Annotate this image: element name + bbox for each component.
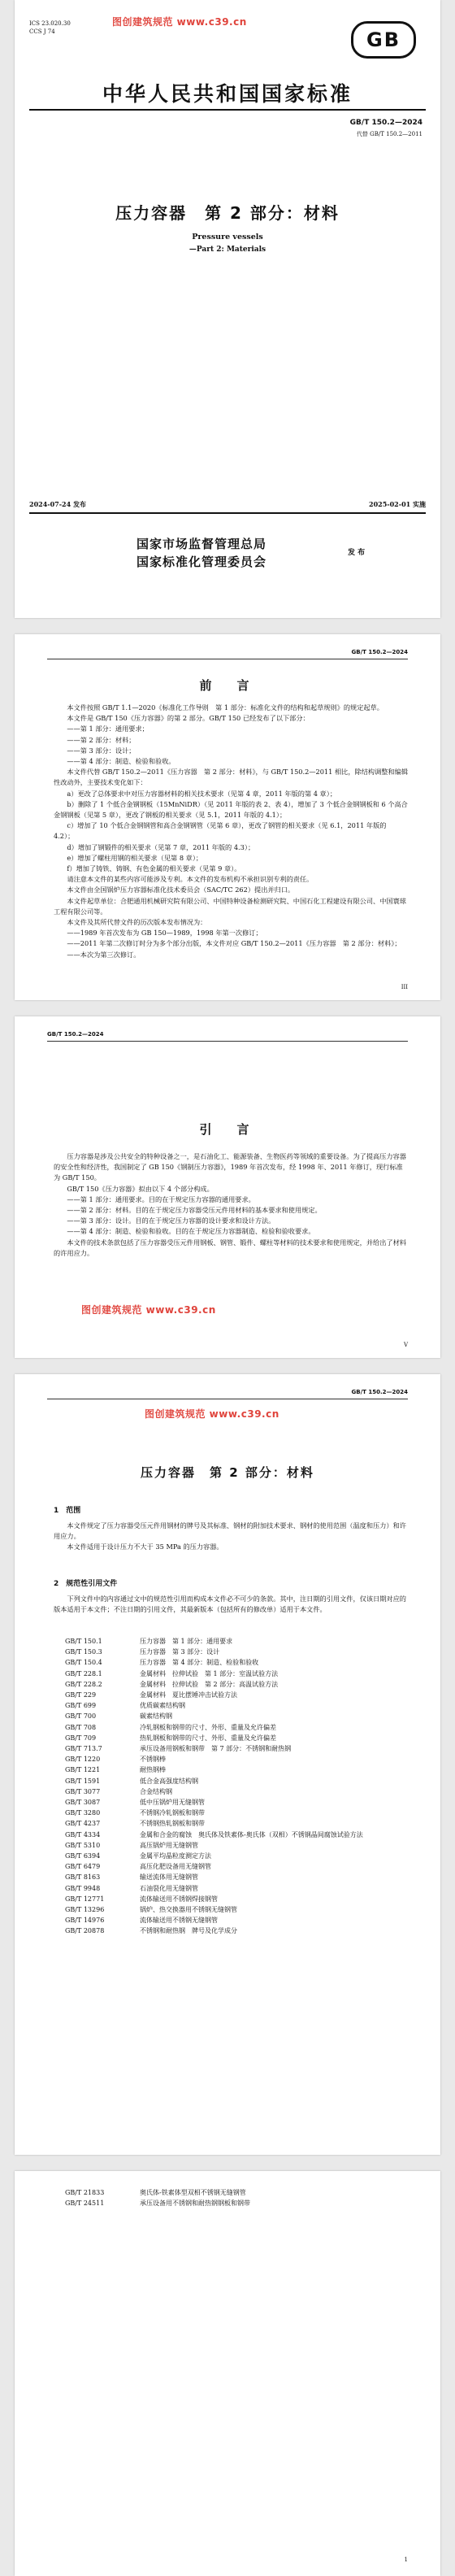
page-header: GB/T 150.2—2024 bbox=[47, 1031, 104, 1038]
reference-item bbox=[65, 1700, 408, 1711]
publisher-suffix: 发 布 bbox=[348, 549, 366, 557]
reference-item bbox=[65, 1647, 408, 1657]
scope-text bbox=[54, 1521, 408, 1553]
intro-paragraph: ——第 4 部分：制造、检验和验收。目的在于规定压力容器制造、检验和验收要求。 bbox=[67, 1227, 315, 1236]
reference-title: 金属和合金的腐蚀 奥氏体及铁素体-奥氏体（双相）不锈钢晶间腐蚀试验方法 bbox=[140, 1830, 363, 1838]
reference-item bbox=[65, 1743, 408, 1754]
reference-code: GB/T 13296 bbox=[65, 1906, 105, 1914]
reference-code: GB/T 3087 bbox=[65, 1799, 101, 1807]
implementation-date: 2025-02-01 实施 bbox=[369, 500, 426, 508]
reference-code: GB/T 709 bbox=[65, 1734, 97, 1742]
reference-code: GB/T 5310 bbox=[65, 1841, 101, 1849]
reference-title: 压力容器 第 3 部分：设计 bbox=[140, 1648, 220, 1656]
national-standard-title: 中华人民共和国国家标准 bbox=[102, 82, 353, 106]
reference-title: 不锈钢棒 bbox=[140, 1756, 166, 1764]
cover-page bbox=[15, 0, 440, 618]
reference-title: 奥氏体-铁素体型双相不锈钢无缝钢管 bbox=[140, 2189, 246, 2196]
reference-title: 金属平均晶粒度测定方法 bbox=[140, 1852, 211, 1860]
foreword-paragraph: ——2011 年第二次修订时分为多个部分出版，本文件对应 GB/T 150.2—2011《压力容器 第 2 部分：材料》； bbox=[67, 939, 401, 948]
watermark: 图创建筑规范 www.c39.cn bbox=[112, 16, 247, 28]
reference-title: 金属材料 夏比摆锤冲击试验方法 bbox=[140, 1691, 237, 1699]
reference-code: GB/T 12771 bbox=[65, 1895, 105, 1903]
intro-paragraph: GB/T 150《压力容器》拟由以下 4 个部分构成。 bbox=[67, 1184, 214, 1193]
reference-title: 不锈钢热轧钢板和钢带 bbox=[140, 1820, 205, 1828]
document-title: 压力容器 第 2 部分：材料 bbox=[115, 203, 340, 223]
reference-title: 承压设备用钢板和钢带 第 7 部分：不锈钢和耐热钢 bbox=[140, 1745, 292, 1753]
foreword-paragraph: 本文件起草单位：合肥通用机械研究院有限公司、中国特种设备检测研究院、中国石化工程建设有限公司、中国寰球工程有限公司等。 bbox=[54, 896, 406, 916]
issue-date: 2024-07-24 发布 bbox=[29, 500, 86, 508]
reference-title: 耐热钢棒 bbox=[140, 1766, 166, 1774]
foreword-paragraph: f）增加了铸铁、铸钢、有色金属的相关要求（见第 9 章）。 bbox=[67, 864, 241, 873]
watermark: 图创建筑规范 www.c39.cn bbox=[81, 1304, 216, 1316]
reference-item bbox=[65, 1669, 408, 1679]
reference-item bbox=[65, 1894, 408, 1904]
reference-item bbox=[65, 1861, 408, 1872]
reference-item bbox=[65, 1657, 408, 1668]
ics-code: ICS 23.020.30 bbox=[29, 20, 71, 27]
cover-rule-bottom bbox=[29, 512, 426, 514]
reference-item bbox=[65, 1733, 408, 1743]
reference-code: GB/T 700 bbox=[65, 1712, 97, 1721]
reference-title: 碳素结构钢 bbox=[140, 1712, 172, 1721]
section-heading: 1 范围 bbox=[54, 1507, 81, 1515]
reference-code: GB/T 228.1 bbox=[65, 1669, 102, 1677]
foreword-paragraph: ——第 3 部分：设计； bbox=[67, 746, 136, 755]
reference-title: 高压锅炉用无缝钢管 bbox=[140, 1841, 198, 1849]
reference-code: GB/T 229 bbox=[65, 1691, 97, 1699]
replaces-note: 代替 GB/T 150.2—2011 bbox=[356, 131, 422, 137]
foreword-paragraph: ——第 2 部分：材料； bbox=[67, 735, 136, 744]
intro-paragraph: ——第 2 部分：材料。目的在于规定压力容器受压元件用材料的基本要求和使用规定。 bbox=[67, 1206, 322, 1215]
reference-code: GB/T 150.1 bbox=[65, 1638, 102, 1645]
reference-title: 压力容器 第 1 部分：通用要求 bbox=[140, 1638, 233, 1645]
reference-item bbox=[65, 2187, 408, 2198]
foreword-heading: 前 言 bbox=[199, 678, 256, 693]
reference-code: GB/T 3280 bbox=[65, 1809, 101, 1817]
publisher-names bbox=[136, 535, 266, 571]
reference-code: GB/T 20878 bbox=[65, 1927, 105, 1935]
references-intro bbox=[54, 1594, 408, 1615]
reference-title: 石油裂化用无缝钢管 bbox=[140, 1884, 198, 1892]
reference-title: 高压化肥设备用无缝钢管 bbox=[140, 1863, 211, 1871]
intro-paragraph: 本文件的技术条款包括了压力容器受压元件用钢板、钢管、锻件、螺柱等材料的技术要求和使用规定，并给出了材料的许用应力。 bbox=[54, 1238, 406, 1257]
reference-code: GB/T 1220 bbox=[65, 1756, 101, 1764]
continued-page bbox=[15, 2171, 440, 2576]
body-page bbox=[15, 1374, 440, 2155]
reference-title: 流体输送用不锈钢无缝钢管 bbox=[140, 1917, 218, 1925]
foreword-paragraph: ——1989 年首次发布为 GB 150—1989，1998 年第一次修订； bbox=[67, 929, 262, 938]
reference-code: GB/T 150.3 bbox=[65, 1648, 102, 1656]
reference-title: 锅炉、热交换器用不锈钢无缝钢管 bbox=[140, 1906, 237, 1914]
reference-item bbox=[65, 1904, 408, 1915]
reference-item bbox=[65, 1872, 408, 1882]
reference-item bbox=[65, 1764, 408, 1775]
reference-item bbox=[65, 1883, 408, 1894]
page-header: GB/T 150.2—2024 bbox=[351, 649, 408, 655]
intro-paragraph: ——第 3 部分：设计。目的在于规定压力容器的设计要求和设计方法。 bbox=[67, 1216, 275, 1225]
reference-item bbox=[65, 1840, 408, 1851]
reference-code: GB/T 9948 bbox=[65, 1884, 101, 1892]
reference-title: 流体输送用不锈钢焊接钢管 bbox=[140, 1895, 218, 1903]
foreword-paragraph: ——本次为第三次修订。 bbox=[67, 950, 141, 959]
reference-item bbox=[65, 1786, 408, 1797]
foreword-page bbox=[15, 634, 440, 1000]
reference-code: GB/T 4237 bbox=[65, 1820, 101, 1828]
reference-code: GB/T 4334 bbox=[65, 1830, 101, 1838]
english-title: Pressure vessels bbox=[192, 233, 263, 242]
reference-title: 低中压锅炉用无缝钢管 bbox=[140, 1799, 205, 1807]
reference-list-continued bbox=[65, 2187, 408, 2208]
foreword-paragraph: ——第 1 部分：通用要求； bbox=[67, 724, 149, 733]
reference-title: 输送流体用无缝钢管 bbox=[140, 1873, 198, 1882]
reference-code: GB/T 1591 bbox=[65, 1777, 101, 1785]
reference-code: GB/T 150.4 bbox=[65, 1659, 102, 1667]
reference-item bbox=[65, 1925, 408, 1936]
reference-title: 承压设备用不锈钢和耐热钢钢板和钢带 bbox=[140, 2200, 250, 2208]
reference-code: GB/T 24511 bbox=[65, 2200, 105, 2208]
foreword-paragraph: 本文件是 GB/T 150《压力容器》的第 2 部分。GB/T 150 已经发布了以下部分： bbox=[67, 714, 310, 723]
reference-item bbox=[65, 1679, 408, 1690]
reference-item bbox=[65, 1851, 408, 1861]
foreword-paragraph: ——第 4 部分：制造、检验和验收。 bbox=[67, 757, 176, 766]
reference-code: GB/T 8163 bbox=[65, 1873, 101, 1882]
ccs-code: CCS J 74 bbox=[29, 28, 55, 35]
publisher-1: 国家市场监督管理总局 bbox=[136, 537, 267, 551]
reference-title: 低合金高强度结构钢 bbox=[140, 1777, 198, 1785]
foreword-paragraph: a）更改了总体要求中对压力容器材料的相关技术要求（见第 4 章，2011 年版的第 4 章）； bbox=[67, 789, 337, 798]
english-subtitle: —Part 2: Materials bbox=[188, 246, 266, 254]
page-number: 1 bbox=[404, 2556, 408, 2563]
reference-code: GB/T 6479 bbox=[65, 1863, 101, 1871]
foreword-paragraph: 请注意本文件的某些内容可能涉及专利。本文件的发布机构不承担识别专利的责任。 bbox=[67, 875, 314, 884]
standard-number: GB/T 150.2—2024 bbox=[349, 119, 422, 127]
page-number: III bbox=[401, 984, 408, 990]
reference-item bbox=[65, 1636, 408, 1647]
section-heading: 2 规范性引用文件 bbox=[54, 1580, 118, 1588]
reference-title: 金属材料 拉伸试验 第 1 部分：室温试验方法 bbox=[140, 1669, 279, 1677]
reference-item bbox=[65, 1711, 408, 1721]
introduction-text bbox=[54, 1151, 408, 1259]
foreword-paragraph: e）增加了螺柱用钢的相关要求（见第 8 章）； bbox=[67, 853, 203, 862]
references-paragraph: 下列文件中的内容通过文中的规范性引用而构成本文件必不可少的条款。其中，注日期的引用文件，仅该日期对应的版本适用于本文件；不注日期的引用文件，其最新版本（包括所有的修改单）适用于本文件。 bbox=[54, 1595, 406, 1614]
reference-item bbox=[65, 1754, 408, 1764]
reference-item bbox=[65, 1690, 408, 1700]
cover-rule-top bbox=[29, 109, 426, 111]
reference-title: 压力容器 第 4 部分：制造、检验和验收 bbox=[140, 1659, 259, 1667]
foreword-paragraph: b）删除了 1 个低合金钢钢板（15MnNiDR）（见 2011 年版的表 2、表 4），增加了 3 个低合金钢钢板和 6 个高合金钢钢板（见第 5 章），更改了钢板的相关要求（见 5.1，2011 年版的 4.1）； bbox=[54, 799, 408, 820]
foreword-paragraph: d）增加了钢锻件的相关要求（见第 7 章，2011 年版的 4.3）； bbox=[67, 842, 255, 851]
reference-code: GB/T 1221 bbox=[65, 1766, 101, 1774]
scope-paragraph: 本文件适用于设计压力不大于 35 MPa 的压力容器。 bbox=[67, 1543, 223, 1551]
header-rule bbox=[47, 1041, 408, 1042]
foreword-paragraph: 本文件按照 GB/T 1.1—2020《标准化工作导则 第 1 部分：标准化文件的结构和起草规则》的规定起草。 bbox=[67, 703, 384, 711]
intro-paragraph: ——第 1 部分：通用要求。目的在于规定压力容器的通用要求。 bbox=[67, 1194, 255, 1203]
reference-title: 冷轧钢板和钢带的尺寸、外形、重量及允许偏差 bbox=[140, 1723, 276, 1731]
reference-title: 金属材料 拉伸试验 第 2 部分：高温试验方法 bbox=[140, 1680, 279, 1688]
reference-title: 优质碳素结构钢 bbox=[140, 1702, 185, 1710]
intro-paragraph: 压力容器是涉及公共安全的特种设备之一，是石油化工、能源装备、生物医药等领域的重要设备。为了提高压力容器的安全性和经济性，我国制定了 GB 150《钢制压力容器》，1989 年首次发布，经 1998 年、2011 年修订，现行标准为 GB/T 150。 bbox=[54, 1152, 406, 1182]
reference-title: 热轧钢板和钢带的尺寸、外形、重量及允许偏差 bbox=[140, 1734, 276, 1742]
scope-paragraph: 本文件规定了压力容器受压元件用钢材的牌号及其标准、钢材的附加技术要求、钢材的使用范围（温度和压力）和许用应力。 bbox=[54, 1521, 406, 1541]
reference-item bbox=[65, 1797, 408, 1808]
reference-code: GB/T 3077 bbox=[65, 1787, 101, 1795]
reference-title: 合金结构钢 bbox=[140, 1787, 172, 1795]
foreword-paragraph: c）增加了 10 个低合金钢钢管和高合金钢钢管（见第 6 章），更改了钢管的相关要求（见 6.1，2011 年版的 4.2）； bbox=[54, 821, 387, 841]
foreword-paragraph: 本文件及其所代替文件的历次版本发布情况为： bbox=[67, 918, 207, 927]
foreword-paragraph: 本文件由全国锅炉压力容器标准化技术委员会（SAC/TC 262）提出并归口。 bbox=[67, 886, 295, 894]
reference-code: GB/T 14976 bbox=[65, 1917, 105, 1925]
watermark: 图创建筑规范 www.c39.cn bbox=[145, 1408, 280, 1420]
reference-item bbox=[65, 2198, 408, 2208]
reference-item bbox=[65, 1808, 408, 1818]
reference-code: GB/T 699 bbox=[65, 1702, 97, 1710]
page-header: GB/T 150.2—2024 bbox=[351, 1389, 408, 1395]
reference-item bbox=[65, 1818, 408, 1829]
reference-code: GB/T 713.7 bbox=[65, 1745, 102, 1753]
reference-item bbox=[65, 1722, 408, 1733]
body-title: 压力容器 第 2 部分：材料 bbox=[141, 1465, 314, 1480]
reference-item bbox=[65, 1776, 408, 1786]
reference-item bbox=[65, 1915, 408, 1925]
reference-code: GB/T 21833 bbox=[65, 2189, 105, 2196]
reference-item bbox=[65, 1830, 408, 1840]
reference-code: GB/T 228.2 bbox=[65, 1680, 102, 1688]
introduction-page bbox=[15, 1016, 440, 1358]
reference-title: 不锈钢和耐热钢 牌号及化学成分 bbox=[140, 1927, 237, 1935]
reference-code: GB/T 708 bbox=[65, 1723, 97, 1731]
reference-code: GB/T 6394 bbox=[65, 1852, 101, 1860]
page-number: V bbox=[403, 1342, 408, 1348]
foreword-text bbox=[54, 703, 408, 960]
foreword-paragraph: 本文件代替 GB/T 150.2—2011《压力容器 第 2 部分：材料》，与 GB/T 150.2—2011 相比，除结构调整和编辑性改动外，主要技术变化如下： bbox=[54, 768, 409, 787]
reference-title: 不锈钢冷轧钢板和钢带 bbox=[140, 1809, 205, 1817]
introduction-heading: 引 言 bbox=[199, 1122, 256, 1137]
reference-list bbox=[65, 1636, 408, 1937]
gb-logo: GB bbox=[351, 21, 416, 59]
publisher-2: 国家标准化管理委员会 bbox=[136, 555, 267, 569]
